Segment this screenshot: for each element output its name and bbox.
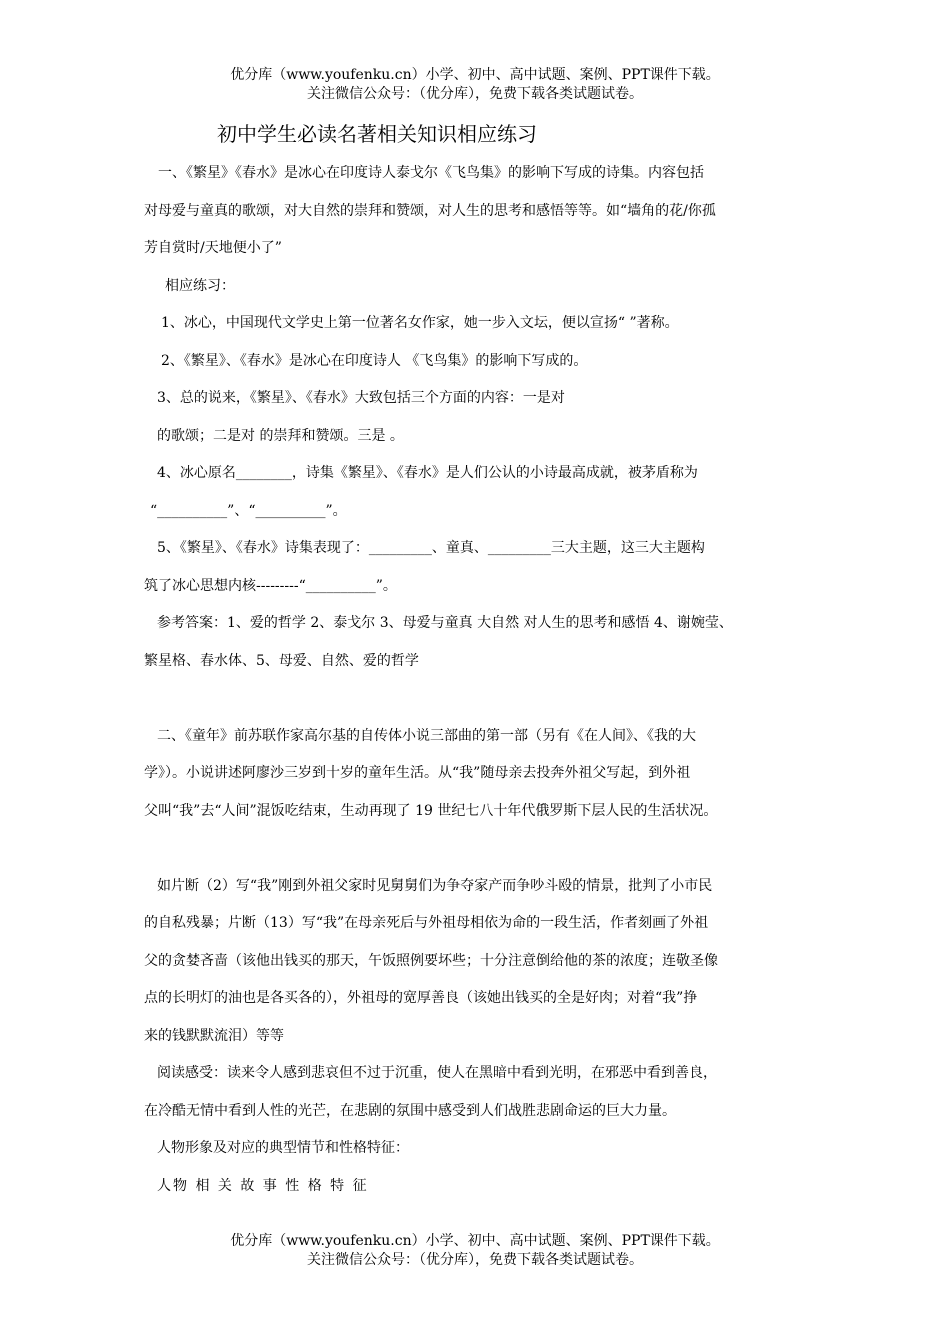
paragraph-line: 来的钱默默流泪）等等 [144, 1028, 284, 1044]
document-title: 初中学生必读名著相关知识相应练习 [217, 122, 537, 146]
paragraph-line: 人物形象及对应的典型情节和性格特征： [157, 1140, 409, 1156]
answer-key: 参考答案：1、爱的哲学 2、泰戈尔 3、母爱与童真 大自然 对人生的思考和感悟 4、谢婉莹、 [157, 615, 733, 631]
paragraph-line: 的自私残暴；片断（13）写“我”在母亲死后与外祖母相依为命的一段生活，作者刻画了外祖 [144, 915, 709, 931]
exercise-item: 2、《繁星》、《春水》是冰心在印度诗人 《飞鸟集》的影响下写成的。 [161, 353, 588, 369]
exercise-item: 4、冰心原名________，诗集《繁星》、《春水》是人们公认的小诗最高成就，被茅盾称为 [157, 465, 698, 481]
paragraph-line: 点的长明灯的油也是各买各的），外祖母的宽厚善良（该她出钱买的全是好肉；对着“我”挣 [144, 990, 698, 1006]
paragraph-line: 芳自赏时/天地便小了” [144, 240, 282, 256]
exercise-item: “__________”、“__________”。 [150, 503, 347, 519]
exercise-item: 5、《繁星》、《春水》诗集表现了：_________、童真、_________三大主题，这三大主题构 [157, 540, 705, 556]
exercise-item: 的歌颂；二是对 的崇拜和赞颂。三是 。 [157, 428, 404, 444]
footer-line-1: 优分库（www.youfenku.cn）小学、初中、高中试题、案例、PPT课件下载。 [230, 1233, 720, 1249]
paragraph-line: 如片断（2）写“我”刚到外祖父家时见舅舅们为争夺家产而争吵斗殴的情景，批判了小市民 [157, 878, 713, 894]
table-header-row: 人物 相 关 故 事 性 格 特 征 [157, 1178, 369, 1194]
header-line-1: 优分库（www.youfenku.cn）小学、初中、高中试题、案例、PPT课件下载。 [230, 67, 720, 83]
header-line-2: 关注微信公众号：（优分库），免费下载各类试题试卷。 [307, 86, 643, 102]
paragraph-line: 父叫“我”去“人间”混饭吃结束，生动再现了 19 世纪七八十年代俄罗斯下层人民的生活状况。 [144, 803, 718, 819]
exercise-item: 3、总的说来，《繁星》、《春水》大致包括三个方面的内容：一是对 [157, 390, 565, 406]
exercise-item: 筑了冰心思想内核---------“__________”。 [144, 578, 397, 594]
paragraph-line: 对母爱与童真的歌颂，对大自然的崇拜和赞颂，对人生的思考和感悟等等。如“墙角的花/你孤 [144, 203, 716, 219]
page-footer [0, 1232, 950, 1270]
paragraph-line: 一、《繁星》《春水》是冰心在印度诗人泰戈尔《飞鸟集》的影响下写成的诗集。内容包括 [158, 165, 704, 181]
paragraph-line: 父的贪婪吝啬（该他出钱买的那天，午饭照例要坏些；十分注意倒给他的茶的浓度；连敬圣像 [144, 953, 718, 969]
exercise-item: 1、冰心，中国现代文学史上第一位著名女作家，她一步入文坛，便以宣扬“ ”著称。 [161, 315, 679, 331]
answer-key: 繁星格、春水体、5、母爱、自然、爱的哲学 [144, 653, 419, 669]
paragraph-line: 学》）。小说讲述阿廖沙三岁到十岁的童年生活。从“我”随母亲去投奔外祖父写起，到外祖 [144, 765, 691, 781]
exercise-heading: 相应练习： [165, 278, 235, 294]
page-header [0, 66, 950, 104]
footer-line-2: 关注微信公众号：（优分库），免费下载各类试题试卷。 [307, 1252, 643, 1268]
paragraph-line: 在冷酷无情中看到人性的光芒，在悲剧的氛围中感受到人们战胜悲剧命运的巨大力量。 [144, 1103, 676, 1119]
paragraph-line: 二、《童年》前苏联作家高尔基的自传体小说三部曲的第一部（另有《在人间》、《我的大 [157, 728, 696, 744]
paragraph-line: 阅读感受：读来令人感到悲哀但不过于沉重，使人在黑暗中看到光明，在邪恶中看到善良， [157, 1065, 717, 1081]
